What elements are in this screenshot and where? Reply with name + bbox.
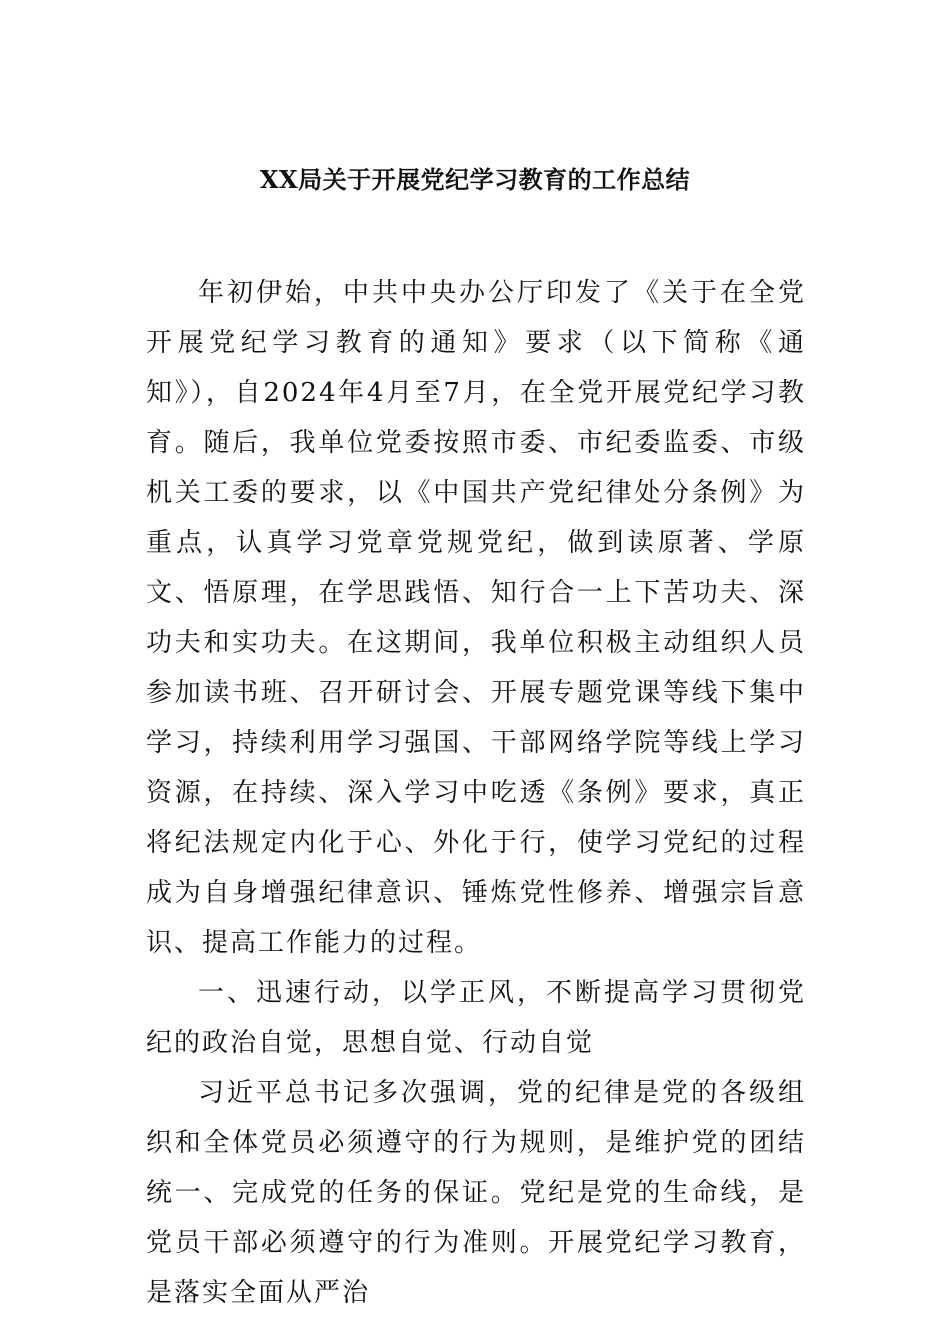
document-body: [146, 268, 806, 1318]
paragraph-section-1: 习近平总书记多次强调，党的纪律是党的各级组织和全体党员必须遵守的行为规则，是维护党的团结统一、完成党的任务的保证。党纪是党的生命线，是党员干部必须遵守的行为准则。开展党纪学习教育，是落实全面从严治: [146, 1078, 806, 1308]
paragraph-intro: 年初伊始，中共中央办公厅印发了《关于在全党开展党纪学习教育的通知》要求（以下简称《通知》），自2024年4月至7月，在全党开展党纪学习教育。随后，我单位党委按照市委、市纪委监委、市级机关工委的要求，以《中国共产党纪律处分条例》为重点，认真学习党章党规党纪，做到读原著、学原文、悟原理，在学思践悟、知行合一上下苦功夫、深功夫和实功夫。在这期间，我单位积极主动组织人员参加读书班、召开研讨会、开展专题党课等线下集中学习，持续利用学习强国、干部网络学院等线上学习资源，在持续、深入学习中吃透《条例》要求，真正将纪法规定内化于心、外化于行，使学习党纪的过程成为自身增强纪律意识、锤炼党性修养、增强宗旨意识、提高工作能力的过程。: [146, 278, 806, 958]
document-title: XX局关于开展党纪学习教育的工作总结: [259, 165, 691, 194]
section-heading-1: 一、迅速行动，以学正风，不断提高学习贯彻党纪的政治自觉，思想自觉、行动自觉: [146, 978, 806, 1058]
